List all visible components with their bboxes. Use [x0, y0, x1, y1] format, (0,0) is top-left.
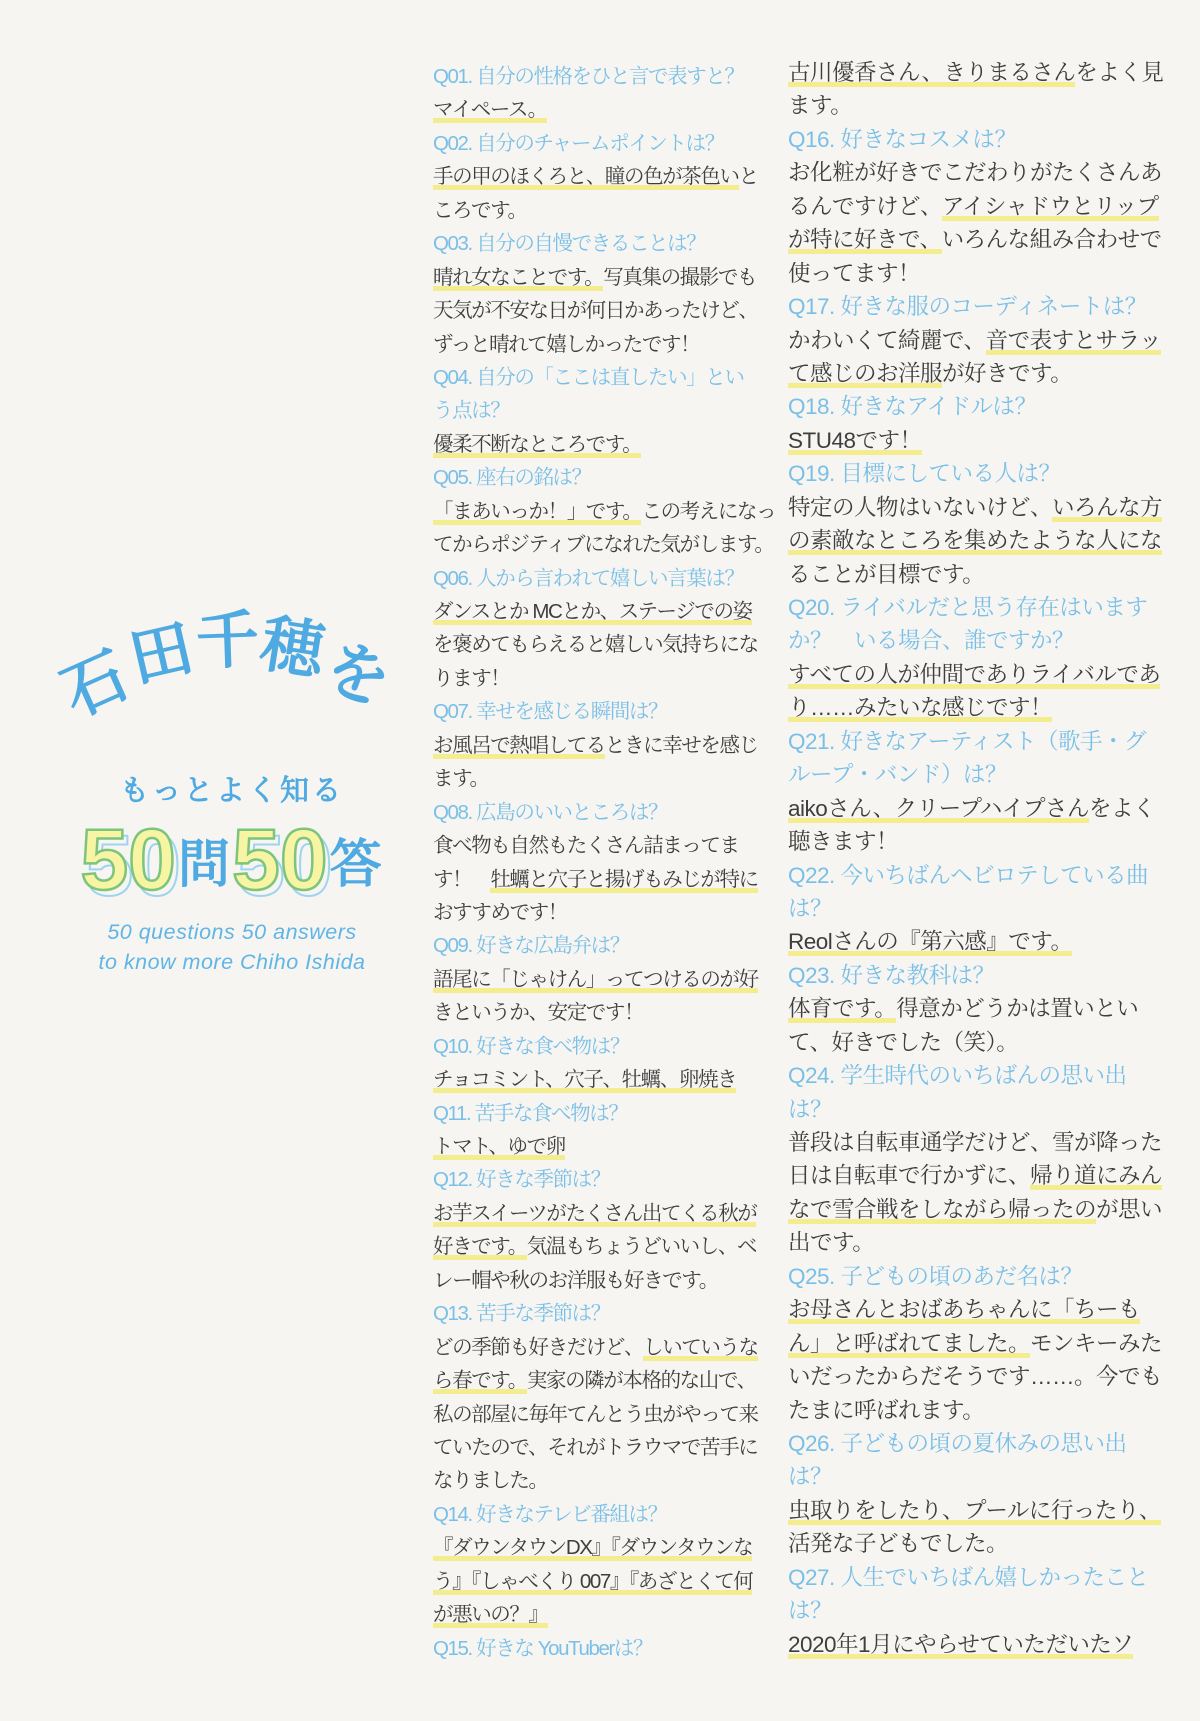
- question-text: Q15. 好きな YouTuberは？: [433, 1636, 653, 1660]
- answer-text: 私の部屋に毎年てんとう虫がやって来: [433, 1402, 758, 1426]
- answer-highlight: お芋スイーツがたくさん出てくる秋が: [433, 1201, 757, 1225]
- question-line: [788, 390, 1174, 423]
- answer-text: 活発な子どもでした。: [788, 1531, 1009, 1557]
- answer-line: [788, 89, 1174, 122]
- answer-text: を褒めてもらえると嬉しい気持ちにな: [433, 633, 758, 657]
- answer-line: [433, 1431, 758, 1464]
- answer-line: [433, 996, 745, 1029]
- question-text: Q02. 自分のチャームポイントは？: [433, 131, 724, 155]
- question-text: は？: [788, 895, 833, 921]
- answer-line: [433, 528, 774, 561]
- answer-text: 食べ物も自然もたくさん詰まってま: [433, 834, 739, 858]
- logo-arch-char: 穂: [255, 608, 330, 688]
- question-text: Q04. 自分の「ここは直したい」とい: [433, 365, 744, 389]
- answer-highlight: 体育です。: [788, 996, 897, 1022]
- logo-subtitle: もっとよく知る: [119, 775, 344, 807]
- answer-line: [788, 992, 1174, 1025]
- question-text: Q09. 好きな広島弁は？: [433, 934, 629, 958]
- answer-line: [433, 328, 745, 361]
- answer-text: 普段は自転車通学だけど、雪が降った: [788, 1130, 1163, 1155]
- question-line: [788, 1059, 1174, 1092]
- answer-highlight: 「まあいっか！」です。: [433, 499, 642, 523]
- question-line: [788, 1260, 1174, 1293]
- answer-highlight: 優柔不断なところです。: [433, 432, 642, 456]
- answer-text: 気温もちょうどいいし、ベ: [526, 1235, 757, 1259]
- answer-text: なりました。: [433, 1469, 548, 1493]
- answer-highlight: チョコミント、穴子、牡蠣、卵焼き: [433, 1068, 737, 1092]
- answer-text: かわいくて綺麗で、: [788, 327, 986, 353]
- answer-text: ります！: [433, 666, 510, 690]
- answer-highlight: マイペース。: [433, 98, 547, 122]
- answer-line: [433, 1364, 756, 1397]
- answer-text: お化粧が好きでこだわりがたくさんあ: [788, 160, 1163, 186]
- question-line: [788, 859, 1174, 892]
- answer-highlight: 好きです。: [433, 1235, 527, 1259]
- question-line: [788, 959, 1174, 992]
- answer-line: [433, 261, 757, 294]
- logo-50q50a: [60, 812, 404, 908]
- answer-line: [788, 56, 1174, 89]
- answer-text: 特定の人物はいないけど、: [788, 494, 1053, 520]
- answer-text: す！: [433, 867, 491, 891]
- answer-highlight: お母さんとおばあちゃんに「ちーも: [788, 1297, 1141, 1323]
- answer-line: [788, 1226, 1174, 1259]
- answer-line: [433, 829, 745, 862]
- logo-tagline: [60, 917, 404, 977]
- answer-line: [433, 1331, 758, 1364]
- question-line: [433, 1097, 745, 1130]
- answer-text: ていたので、それがトラウマで苦手に: [433, 1435, 758, 1459]
- question-text: Q26. 子どもの頃の夏休みの思い出: [788, 1430, 1127, 1456]
- question-line: [433, 60, 745, 93]
- answer-line: [788, 357, 1174, 390]
- question-text: Q22. 今いちばんヘビロテしている曲: [788, 862, 1149, 888]
- question-text: は？: [788, 1598, 833, 1624]
- question-line: [433, 929, 745, 962]
- logo-arch-char: 石: [52, 640, 139, 730]
- answer-line: [788, 1628, 1174, 1661]
- answer-line: [433, 160, 758, 193]
- question-text: は？: [788, 1096, 833, 1122]
- answer-line: [433, 495, 776, 528]
- question-line: [788, 123, 1174, 156]
- answer-highlight: なで雪合戦をしながら帰ったの: [788, 1196, 1097, 1222]
- question-text: Q20. ライバルだと思う存在はいます: [788, 595, 1148, 620]
- answer-line: [788, 925, 1174, 958]
- answer-line: [788, 156, 1174, 189]
- answer-text: おすすめです！: [433, 900, 567, 924]
- question-text: Q27. 人生でいちばん嬉しかったこと: [788, 1564, 1149, 1590]
- question-line: [433, 562, 745, 595]
- answer-line: [788, 1026, 1174, 1059]
- question-text: Q23. 好きな教科は？: [788, 962, 995, 988]
- answer-highlight: 『ダウンタウンDX』『ダウンタウンな: [433, 1536, 753, 1560]
- answer-line: [788, 324, 1174, 357]
- answer-line: [788, 190, 1174, 223]
- answer-line: [433, 762, 745, 795]
- answer-text: ずっと晴れて嬉しかったです！: [433, 332, 700, 356]
- answer-highlight: 音で表すとサラッ: [985, 327, 1162, 353]
- answer-text: いろんな組み合わせで: [941, 227, 1162, 253]
- answer-highlight: ん」と呼ばれてました。: [788, 1330, 1031, 1356]
- question-line: [433, 1632, 745, 1665]
- logo-arch-char: を: [315, 631, 400, 719]
- question-text: Q05. 座右の銘は？: [433, 466, 591, 490]
- answer-text: 得意かどうかは置いとい: [896, 996, 1139, 1022]
- question-line: [433, 127, 745, 160]
- logo-arch-title: [52, 604, 404, 766]
- question-text: Q12. 好きな季節は？: [433, 1168, 610, 1192]
- question-text: Q10. 好きな食べ物は？: [433, 1034, 629, 1058]
- answer-line: [788, 1159, 1174, 1192]
- logo-arch-char: 千: [194, 604, 261, 678]
- answer-highlight: り……みたいな感じです！: [788, 695, 1053, 721]
- logo-kanji: 問: [177, 836, 230, 894]
- answer-text: ころです。: [433, 198, 527, 222]
- answer-line: [788, 1293, 1174, 1326]
- answer-line: [788, 825, 1174, 858]
- answer-text: 聴きます！: [788, 829, 899, 855]
- qa-column-left: [433, 60, 776, 1665]
- answer-highlight: しいていうな: [643, 1335, 758, 1359]
- answer-line: [433, 294, 758, 327]
- answer-highlight: いろんな方: [1052, 494, 1163, 520]
- answer-highlight: お風呂で熱唱してる: [433, 733, 605, 757]
- answer-highlight: う』『しゃべくり 007』『あざとくて何: [433, 1569, 753, 1593]
- question-line: [433, 461, 745, 494]
- answer-highlight: 牡蠣と穴子と揚げもみじが特に: [490, 867, 758, 891]
- answer-highlight: の素敵なところを集めたような人にな: [788, 528, 1163, 554]
- answer-line: [433, 1130, 745, 1163]
- question-line: [788, 290, 1174, 323]
- answer-line: [788, 1394, 1174, 1427]
- question-line: [788, 1427, 1174, 1460]
- answer-line: [433, 428, 745, 461]
- answer-text: ることが目標です。: [788, 561, 985, 587]
- answer-line: [788, 1360, 1174, 1393]
- answer-text: が好きです。: [942, 360, 1073, 386]
- answer-highlight: トマト、ゆで卵: [433, 1135, 565, 1158]
- answer-line: [788, 257, 1174, 290]
- answer-text: モンキーみた: [1030, 1330, 1163, 1356]
- answer-line: [433, 1230, 757, 1263]
- answer-highlight: 帰り道にみん: [1030, 1163, 1163, 1189]
- answer-line: [433, 194, 745, 227]
- logo-number-50: 50 50: [80, 817, 176, 903]
- question-line: [788, 624, 1174, 657]
- answer-line: [788, 691, 1174, 724]
- answer-highlight: が悪いの？』: [433, 1603, 548, 1627]
- answer-line: [433, 1063, 745, 1096]
- logo-tagline-line2: to know more Chiho Ishida: [98, 950, 366, 974]
- question-text: Q13. 苦手な季節は？: [433, 1302, 610, 1326]
- question-line: [788, 1093, 1174, 1126]
- answer-text: レー帽や秋のお洋服も好きです。: [433, 1268, 718, 1292]
- answer-line: [433, 1197, 757, 1230]
- answer-text: どの季節も好きだけど、: [433, 1335, 644, 1359]
- answer-text: 使ってます！: [788, 260, 921, 286]
- question-line: [433, 1163, 745, 1196]
- question-text: ループ・バンド）は？: [788, 762, 1007, 788]
- answer-highlight: が特に好きで、: [788, 227, 942, 253]
- answer-text: 天気が不安な日が何日かあったけど、: [433, 299, 758, 323]
- answer-line: [788, 1126, 1174, 1159]
- answer-line: [433, 863, 758, 896]
- answer-highlight: 手の甲のほくろと、瞳の色が茶色い: [433, 165, 739, 189]
- question-text: は？: [788, 1464, 833, 1490]
- answer-text: きというか、安定です！: [433, 1001, 644, 1025]
- question-line: [788, 457, 1174, 490]
- question-text: Q24. 学生時代のいちばんの思い出: [788, 1063, 1127, 1089]
- answer-line: [433, 1464, 745, 1497]
- answer-text: と: [738, 165, 758, 189]
- logo-number-50: 50 50: [232, 817, 328, 903]
- answer-line: [788, 558, 1174, 591]
- question-text: Q17. 好きな服のコーディネートは？: [788, 294, 1147, 320]
- answer-highlight: 虫取りをしたり、プールに行ったり、: [788, 1497, 1161, 1523]
- answer-line: [788, 524, 1174, 557]
- answer-line: [788, 1527, 1174, 1560]
- question-line: [788, 725, 1174, 758]
- answer-highlight: aikoさん、クリープハイプさん: [788, 795, 1090, 821]
- answer-line: [433, 93, 745, 126]
- answer-highlight: Reolさんの『第六感』です。: [788, 929, 1073, 955]
- answer-text: て、好きでした（笑）。: [788, 1029, 1019, 1055]
- answer-line: [788, 658, 1174, 691]
- answer-text: 出です。: [788, 1230, 875, 1256]
- question-text: Q14. 好きなテレビ番組は？: [433, 1502, 667, 1526]
- answer-text: 実家の隣が本格的な山で、: [526, 1369, 756, 1393]
- answer-highlight: アイシャドウとリップ: [942, 193, 1159, 219]
- answer-line: [433, 729, 758, 762]
- answer-text: いだったからだそうです……。今でも: [788, 1364, 1163, 1390]
- answer-text: 日は自転車で行かずに、: [788, 1163, 1031, 1189]
- answer-line: [788, 1327, 1174, 1360]
- answer-line: [433, 963, 758, 996]
- logo-kanji: 答: [329, 836, 382, 894]
- answer-highlight: STU48です！: [788, 427, 922, 453]
- answer-text: ときに幸せを感じ: [604, 733, 758, 757]
- question-text: Q11. 苦手な食べ物は？: [433, 1101, 628, 1125]
- answer-highlight: て感じのお洋服: [788, 360, 943, 386]
- answer-highlight: ら春です。: [433, 1369, 527, 1393]
- question-text: Q19. 目標にしている人は？: [788, 461, 1061, 487]
- question-text: Q25. 子どもの頃のあだ名は？: [788, 1263, 1083, 1289]
- answer-highlight: すべての人が仲間でありライバルであ: [788, 661, 1161, 687]
- question-line: [433, 796, 745, 829]
- question-line: [788, 1594, 1174, 1627]
- question-text: か？ いる場合、誰ですか？: [788, 628, 1075, 654]
- answer-text: が思い: [1096, 1196, 1163, 1222]
- question-text: Q06. 人から言われて嬉しい言葉は？: [433, 566, 744, 590]
- question-line: [788, 1561, 1174, 1594]
- answer-line: [433, 628, 758, 661]
- answer-line: [433, 1398, 758, 1431]
- answer-text: ます。: [433, 767, 489, 791]
- answer-line: [433, 1565, 753, 1598]
- question-text: Q21. 好きなアーティスト（歌手・グ: [788, 728, 1147, 754]
- answer-highlight: 古川優香さん、きりまるさん: [788, 60, 1076, 85]
- question-text: Q07. 幸せを感じる瞬間は？: [433, 700, 668, 724]
- answer-line: [433, 1531, 753, 1564]
- answer-text: ます。: [788, 93, 853, 119]
- answer-text: をよく見: [1075, 60, 1164, 85]
- answer-text: るんですけど、: [788, 193, 943, 219]
- answer-line: [433, 1598, 745, 1631]
- answer-line: [788, 792, 1174, 825]
- answer-line: [788, 1494, 1174, 1527]
- question-text: Q18. 好きなアイドルは？: [788, 394, 1037, 420]
- answer-text: この考えになっ: [641, 499, 776, 523]
- answer-highlight: 晴れ女なことです。: [433, 265, 604, 289]
- question-line: [433, 1030, 745, 1063]
- question-text: Q01. 自分の性格をひと言で表すと？: [433, 65, 744, 88]
- qa-column-right: [788, 56, 1174, 1661]
- answer-text: をよく: [1089, 795, 1156, 821]
- question-line: [433, 695, 745, 728]
- answer-line: [788, 424, 1174, 457]
- answer-line: [788, 1193, 1174, 1226]
- question-line: [433, 394, 745, 427]
- question-line: [788, 892, 1174, 925]
- question-line: [788, 1460, 1174, 1493]
- answer-line: [433, 662, 745, 695]
- question-text: Q08. 広島のいいところは？: [433, 800, 668, 824]
- answer-line: [788, 491, 1174, 524]
- question-text: Q03. 自分の自慢できることは？: [433, 232, 706, 256]
- logo-tagline-line1: 50 questions 50 answers: [107, 920, 357, 944]
- answer-line: [433, 595, 752, 628]
- question-line: [433, 1297, 745, 1330]
- question-line: [788, 591, 1174, 624]
- answer-line: [433, 1264, 745, 1297]
- question-line: [433, 1498, 745, 1531]
- question-line: [433, 361, 745, 394]
- answer-text: 写真集の撮影でも: [603, 265, 757, 289]
- answer-highlight: ダンスとか MCとか、ステージでの姿: [433, 600, 752, 623]
- answer-text: てからポジティブになれた気がします。: [433, 533, 774, 557]
- answer-highlight: 語尾に「じゃけん」ってつけるのが好: [433, 967, 758, 991]
- answer-line: [433, 896, 745, 929]
- question-line: [433, 227, 745, 260]
- question-line: [788, 758, 1174, 791]
- answer-highlight: 2020年1月にやらせていただいたソ: [788, 1631, 1134, 1657]
- answer-text: たまに呼ばれます。: [788, 1397, 985, 1423]
- logo-arch-char: 田: [122, 612, 200, 696]
- feature-logo: [52, 604, 404, 977]
- question-text: う点は？: [433, 399, 510, 423]
- question-text: Q16. 好きなコスメは？: [788, 126, 1017, 152]
- answer-line: [788, 223, 1174, 256]
